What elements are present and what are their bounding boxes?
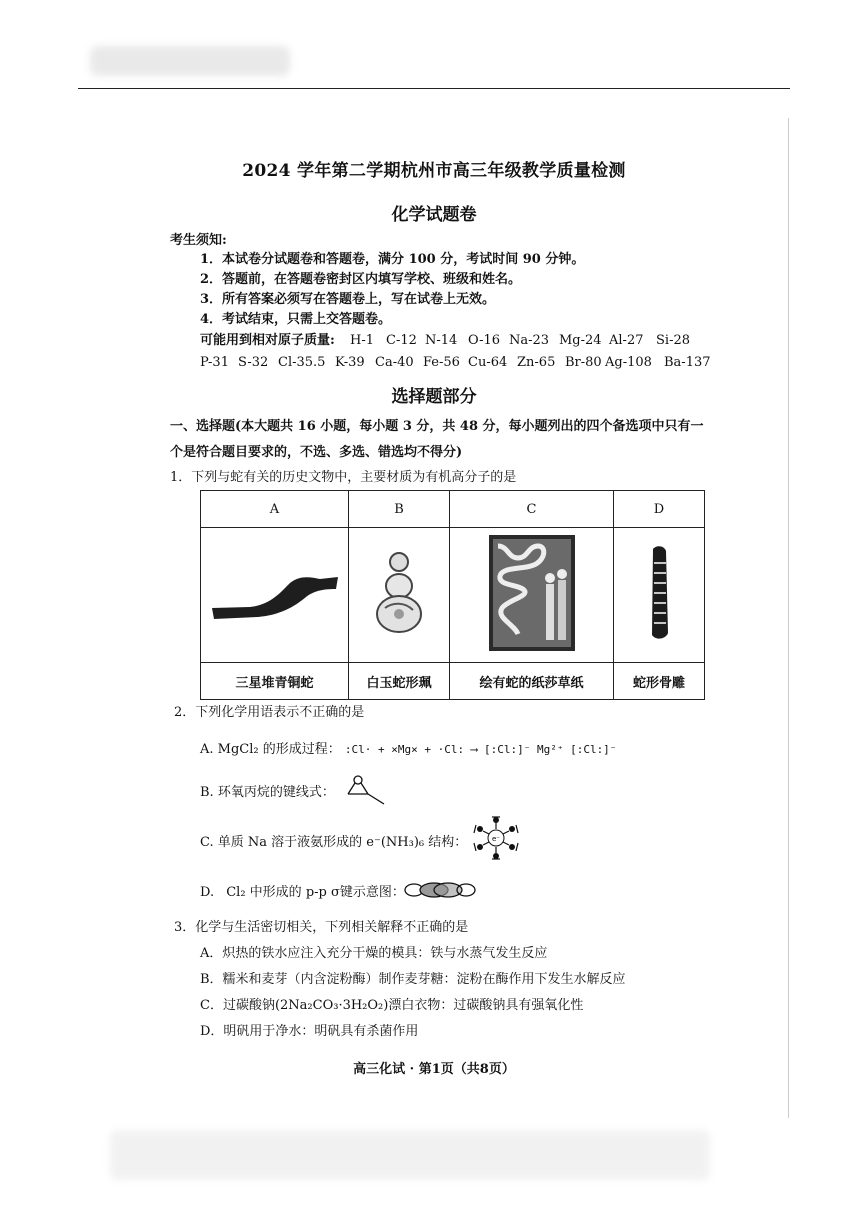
q1-image-d bbox=[614, 528, 705, 663]
scan-smudge-top bbox=[90, 46, 290, 76]
atomic-mass: Si-28 bbox=[656, 333, 690, 348]
q1-image-a bbox=[201, 528, 349, 663]
q1-image-c bbox=[450, 528, 614, 663]
atomic-mass: Al-27 bbox=[609, 333, 644, 348]
atomic-mass: Zn-65 bbox=[517, 355, 556, 370]
q2-a-text: MgCl₂ 的形成过程： bbox=[217, 742, 341, 757]
atomic-mass: Mg-24 bbox=[559, 333, 602, 348]
atomic-mass: Br-80 bbox=[565, 355, 602, 370]
q2-a-label: A. bbox=[200, 742, 214, 757]
q1-caption-a: 三星堆青铜蛇 bbox=[201, 663, 349, 700]
q1-caption-d: 蛇形骨雕 bbox=[614, 663, 705, 700]
mass-label: 可能用到相对原子质量: bbox=[200, 333, 335, 348]
q2-b-text: 环氧丙烷的键线式： bbox=[217, 785, 335, 800]
atomic-mass: Ba-137 bbox=[664, 355, 711, 370]
q3-option-d: D．明矾用于净水：明矾具有杀菌作用 bbox=[200, 1024, 419, 1039]
notice-item: 1．本试卷分试题卷和答题卷，满分 100 分，考试时间 90 分钟。 bbox=[200, 252, 585, 267]
atomic-mass: S-32 bbox=[238, 355, 269, 370]
bone-carving-image bbox=[644, 543, 674, 643]
right-margin-line bbox=[788, 118, 789, 1118]
atomic-mass: Ca-40 bbox=[375, 355, 414, 370]
q1-table bbox=[200, 490, 705, 700]
q2-b-label: B. bbox=[200, 785, 214, 800]
top-rule bbox=[78, 88, 790, 89]
atomic-mass: K-39 bbox=[335, 355, 365, 370]
epoxypropane-structure bbox=[344, 774, 390, 806]
section-title: 选择题部分 bbox=[391, 387, 477, 407]
papyrus-image bbox=[488, 534, 576, 652]
q2-c-text: 单质 Na 溶于液氨形成的 e⁻(NH₃)₆ 结构： bbox=[217, 835, 468, 850]
q3-option-c: C．过碳酸钠(2Na₂CO₃·3H₂O₂)漂白衣物：过碳酸钠具有强氧化性 bbox=[200, 998, 584, 1013]
notice-item: 3．所有答案必须写在答题卷上，写在试卷上无效。 bbox=[200, 292, 496, 307]
instructions-line1: 一、选择题(本大题共 16 小题，每小题 3 分，共 48 分，每小题列出的四个备选项中只有一 bbox=[170, 419, 704, 434]
atomic-mass: Fe-56 bbox=[423, 355, 460, 370]
q3-option-a: A．炽热的铁水应注入充分干燥的模具：铁与水蒸气发生反应 bbox=[200, 946, 548, 961]
atomic-mass: Ag-108 bbox=[605, 355, 652, 370]
q2-option-c bbox=[200, 831, 467, 850]
notice-item: 4．考试结束，只需上交答题卷。 bbox=[200, 312, 392, 327]
q2-c-label: C. bbox=[200, 835, 214, 850]
atomic-mass: O-16 bbox=[468, 333, 501, 348]
atomic-mass: C-12 bbox=[386, 333, 417, 348]
q1-header-a: A bbox=[201, 491, 349, 528]
q2-option-a bbox=[200, 738, 616, 757]
electron-label: e⁻ bbox=[491, 835, 501, 843]
atomic-mass: P-31 bbox=[200, 355, 229, 370]
atomic-mass: Cl-35.5 bbox=[278, 355, 326, 370]
scan-smudge-bottom bbox=[110, 1130, 710, 1180]
bronze-snake-image bbox=[210, 563, 340, 623]
q1-header-b: B bbox=[349, 491, 450, 528]
q1-image-b bbox=[349, 528, 450, 663]
instructions-line2: 个是符合题目要求的，不选、多选、错选均不得分) bbox=[170, 445, 463, 460]
page-title: 2024 学年第二学期杭州市高三年级教学质量检测 bbox=[242, 161, 626, 181]
q1-caption-c: 绘有蛇的纸莎草纸 bbox=[450, 663, 614, 700]
atomic-mass: Cu-64 bbox=[468, 355, 508, 370]
q2-option-b bbox=[200, 781, 335, 800]
q2-a-formula: :Cl· + ×Mg× + ·Cl: ⟶ [:Cl:]⁻ Mg²⁺ [:Cl:]⁻ bbox=[344, 743, 617, 756]
page-footer: 高三化试 · 第1页（共8页） bbox=[353, 1062, 515, 1077]
q1-header-c: C bbox=[450, 491, 614, 528]
q2-d-label: D. bbox=[200, 885, 215, 900]
q2-d-text: Cl₂ 中形成的 p-p σ键示意图： bbox=[226, 885, 405, 900]
q2-stem: 2．下列化学用语表示不正确的是 bbox=[174, 705, 365, 720]
atomic-mass: H-1 bbox=[350, 333, 375, 348]
q3-stem: 3．化学与生活密切相关，下列相关解释不正确的是 bbox=[174, 920, 469, 935]
atomic-mass: N-14 bbox=[425, 333, 458, 348]
q1-stem: 1．下列与蛇有关的历史文物中，主要材质为有机高分子的是 bbox=[170, 470, 517, 485]
solvated-electron-structure bbox=[470, 815, 522, 861]
atomic-mass: Na-23 bbox=[509, 333, 550, 348]
notice-heading: 考生须知: bbox=[170, 233, 227, 248]
jade-pendant-image bbox=[369, 548, 429, 638]
notice-item: 2．答题前，在答题卷密封区内填写学校、班级和姓名。 bbox=[200, 272, 522, 287]
p-p-sigma-bond-diagram bbox=[404, 880, 476, 900]
page-subtitle: 化学试题卷 bbox=[391, 205, 477, 225]
q3-option-b: B．糯米和麦芽（内含淀粉酶）制作麦芽糖：淀粉在酶作用下发生水解反应 bbox=[200, 972, 626, 987]
q1-header-d: D bbox=[614, 491, 705, 528]
q2-option-d bbox=[200, 881, 405, 900]
q1-caption-b: 白玉蛇形珮 bbox=[349, 663, 450, 700]
